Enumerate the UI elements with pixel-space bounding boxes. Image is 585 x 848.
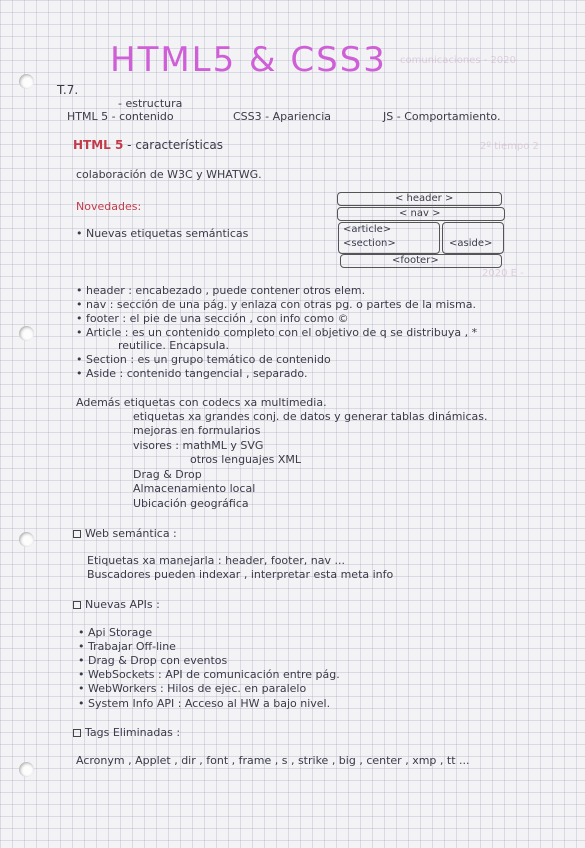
api-item: • WebSockets : API de comunicación entre pág.	[78, 668, 340, 681]
bleed-through-text: 2º tiempo 2	[480, 141, 539, 152]
diagram-aside-label: <aside>	[449, 238, 493, 249]
ademas-line: otros lenguajes XML	[190, 453, 301, 466]
section-heading	[73, 139, 223, 152]
apis-heading	[73, 598, 160, 611]
topic-number: T.7.	[57, 83, 79, 97]
eliminadas-heading	[73, 726, 180, 739]
css-note: CSS3 - Apariencia	[233, 110, 332, 123]
ademas-line: Drag & Drop	[133, 468, 202, 481]
tag-definition: • Aside : contenido tangencial , separado.	[76, 367, 308, 380]
tag-definition: • Section : es un grupo temático de contenido	[76, 353, 331, 366]
binder-hole	[19, 532, 34, 547]
tag-definition: • Article : es un contenido completo con el objetivo de q se distribuya , *	[76, 326, 478, 339]
ademas-line: Ubicación geográfica	[133, 497, 249, 510]
bleed-through-text: comunicaciones - 2020	[400, 55, 516, 66]
api-item: • System Info API : Acceso al HW a bajo nivel.	[78, 697, 331, 710]
diagram-article-label: <article>	[343, 224, 392, 235]
ademas-line: mejoras en formularios	[133, 424, 261, 437]
api-item: • Trabajar Off-line	[78, 640, 176, 653]
novedades-heading: Novedades:	[76, 200, 142, 213]
eliminadas-line: Acronym , Applet , dir , font , frame , s , strike , big , center , xmp , tt ...	[76, 754, 470, 767]
tag-definition-continued: reutilice. Encapsula.	[118, 339, 229, 352]
ademas-line: Además etiquetas con codecs xa multimedia.	[76, 396, 327, 409]
tag-definition: • nav : sección de una pág. y enlaza con otras pg. o partes de la misma.	[76, 298, 476, 311]
binder-hole	[19, 326, 34, 341]
ademas-line: etiquetas xa grandes conj. de datos y generar tablas dinámicas.	[133, 410, 488, 423]
checkbox-square-icon	[73, 729, 81, 737]
eliminadas-heading-text: Tags Eliminadas :	[85, 726, 181, 739]
api-item: • Drag & Drop con eventos	[78, 654, 228, 667]
collaboration-note: colaboración de W3C y WHATWG.	[76, 168, 262, 181]
section-heading-html5: HTML 5	[73, 138, 124, 152]
binder-hole	[19, 74, 34, 89]
diagram-section-label: <section>	[343, 238, 396, 249]
checkbox-square-icon	[73, 601, 81, 609]
html-structure-note: - estructura	[118, 97, 183, 110]
tag-definition: • footer : el pie de una sección , con info como ©	[76, 312, 349, 325]
web-semantica-heading	[73, 527, 177, 540]
web-semantica-heading-text: Web semántica :	[85, 527, 177, 540]
web-semantica-line: Buscadores pueden indexar , interpretar esta meta info	[87, 568, 394, 581]
tag-definition: • header : encabezado , puede contener otros elem.	[76, 284, 366, 297]
api-item: • WebWorkers : Hilos de ejec. en paralelo	[78, 682, 307, 695]
binder-hole	[19, 762, 34, 777]
web-semantica-line: Etiquetas xa manejarla : header, footer, nav ...	[87, 554, 345, 567]
js-note: JS - Comportamiento.	[383, 110, 501, 123]
diagram-nav-label: < nav >	[399, 208, 441, 219]
bleed-through-text: 2020 E -	[482, 268, 524, 279]
diagram-footer-label: <footer>	[392, 255, 439, 266]
ademas-line: Almacenamiento local	[133, 482, 256, 495]
checkbox-square-icon	[73, 530, 81, 538]
page-title: HTML5 & CSS3	[110, 40, 387, 80]
html-content-note: HTML 5 - contenido	[67, 110, 174, 123]
diagram-header-label: < header >	[395, 193, 454, 204]
api-item: • Api Storage	[78, 626, 153, 639]
semantic-tags-item: • Nuevas etiquetas semánticas	[76, 227, 249, 240]
section-heading-rest: - características	[127, 138, 224, 152]
apis-heading-text: Nuevas APIs :	[85, 598, 160, 611]
ademas-line: visores : mathML y SVG	[133, 439, 264, 452]
